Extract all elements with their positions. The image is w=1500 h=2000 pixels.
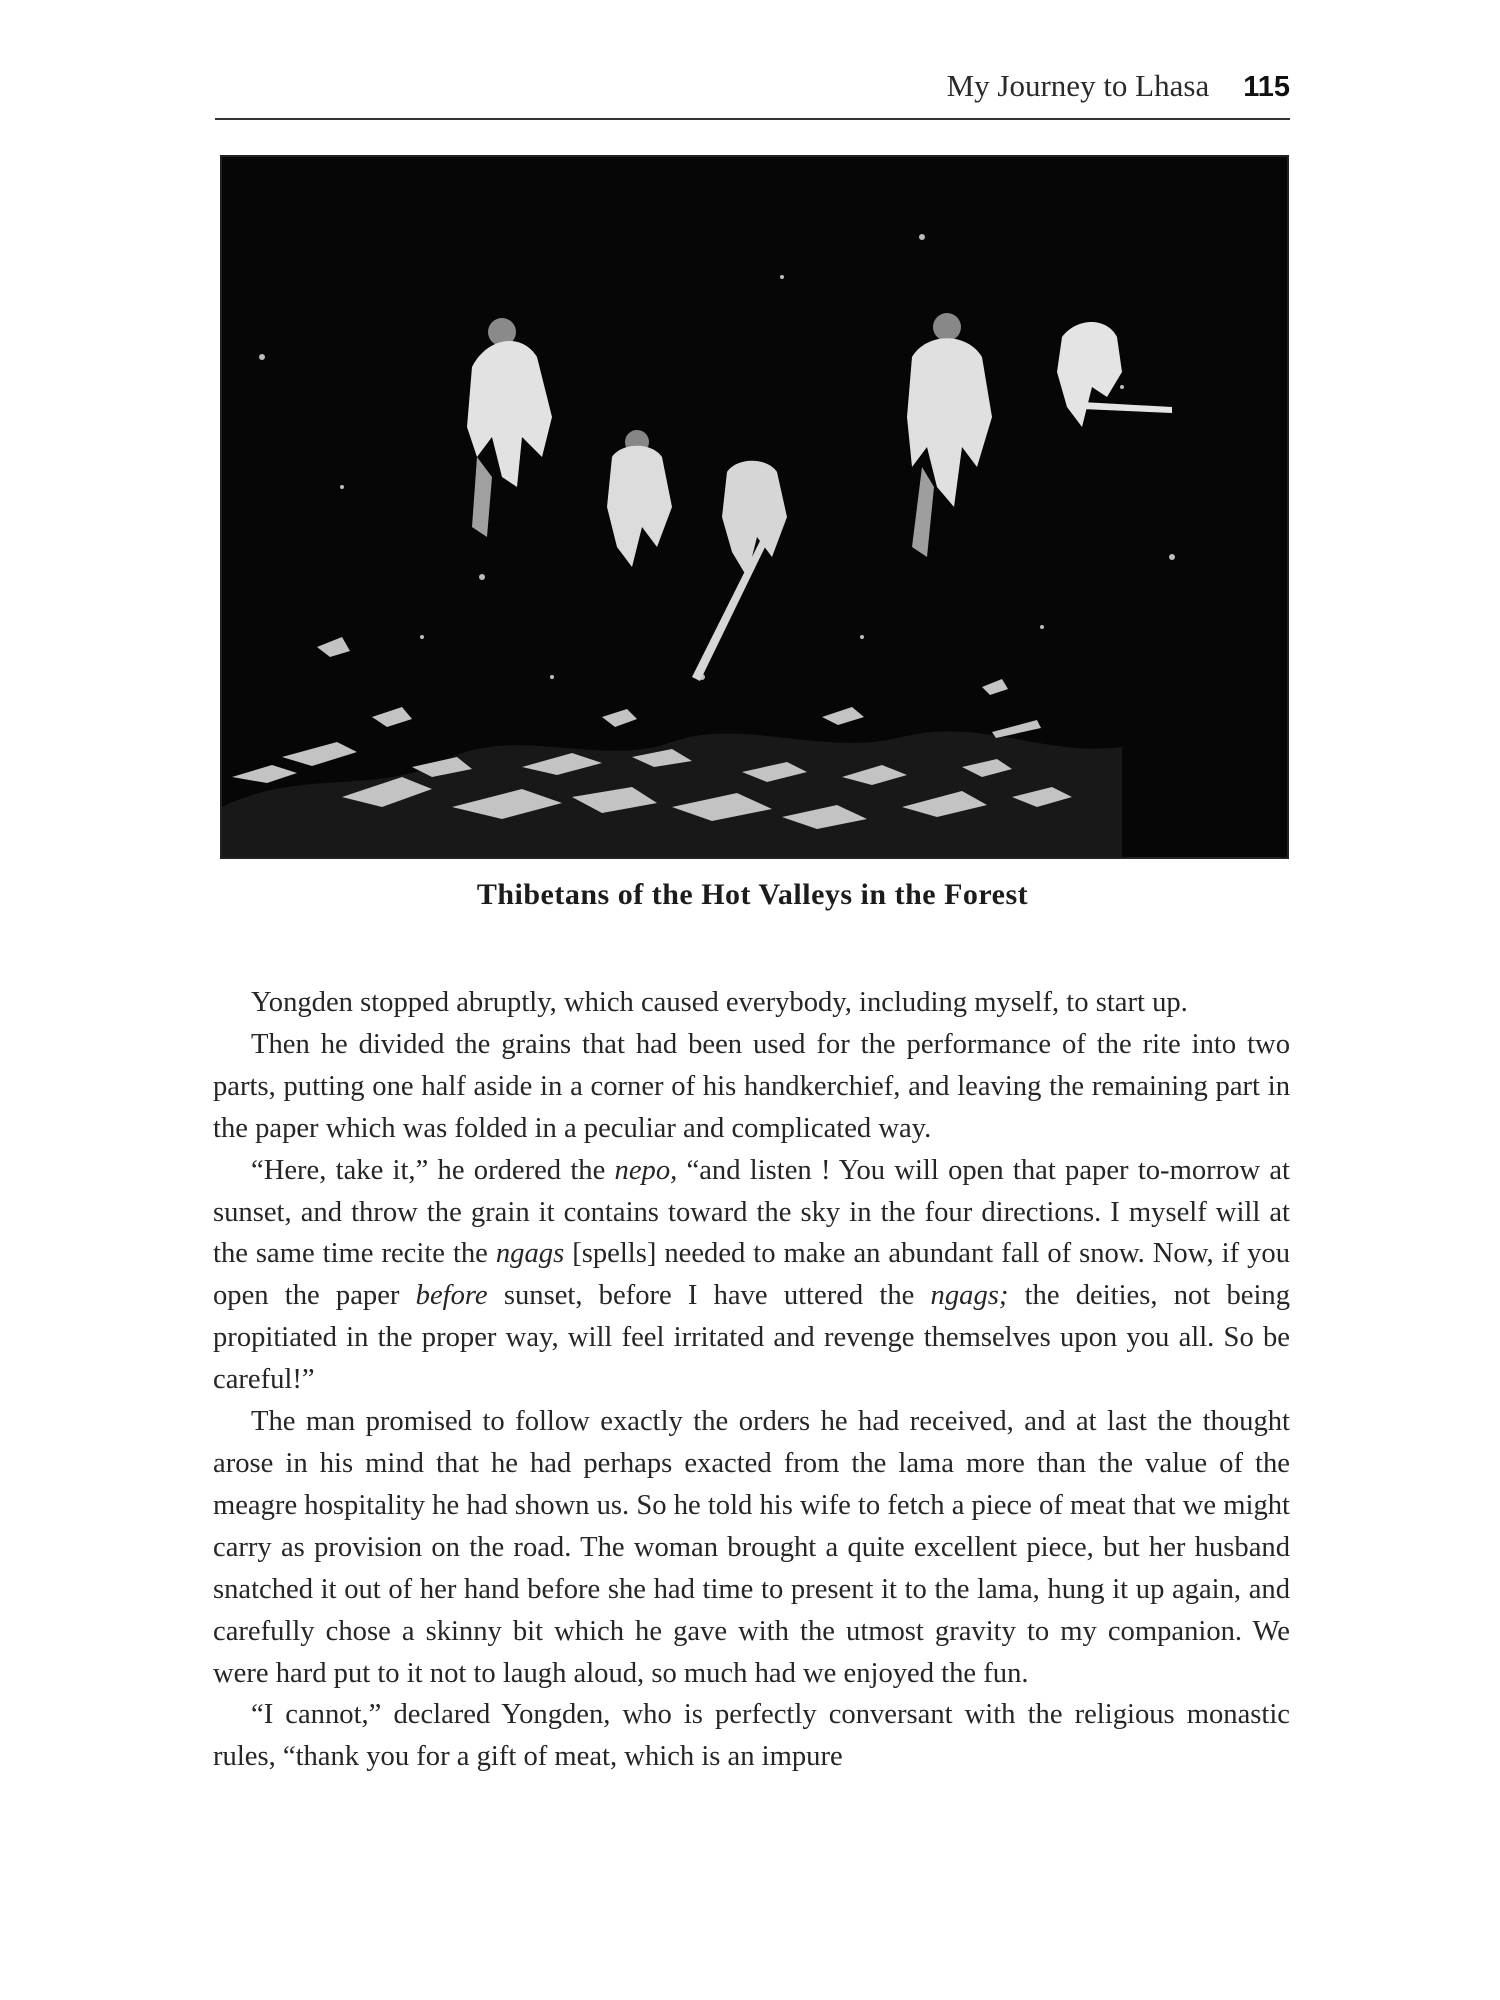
forest-photograph <box>220 155 1289 859</box>
italic-nepo: nepo, <box>614 1154 678 1186</box>
running-title: My Journey to Lhasa <box>946 68 1210 103</box>
paragraph-3-text-4: sunset, before I have uttered the <box>487 1280 931 1312</box>
paragraph-4: The man promised to follow exactly the orders he had received, and at last the thought arose in his mind that he had perhaps exacted from the lama more than the value of the meagre hospitality he had shown us. So he told his wife to fetch a piece of meat that we might carry as provision on the road. The woman brought a quite excellent piece, but her husband snatched it out of her hand before she had time to present it to the lama, hung it up again, and carefully chose a skinny bit which he gave with the utmost gravity to my companion. We were hard put to it not to laugh aloud, so much had we enjoyed the fun. <box>213 1406 1290 1689</box>
body-text <box>213 982 1290 1778</box>
paragraph-3 <box>213 1150 1290 1401</box>
paragraph-2: Then he divided the grains that had been used for the performance of the rite into two parts, putting one half aside in a corner of his handkerchief, and leaving the remaining part in the paper which was folded in a peculiar and complicated way. <box>213 1028 1290 1144</box>
paragraph-3-text-2: “and listen ! You will open that paper to-morrow at sunset, and throw the grain it contains toward the sky in the four directions. I myself will at the same time recite the <box>213 1154 1291 1270</box>
running-header <box>215 68 1290 120</box>
italic-before: before <box>415 1280 488 1312</box>
figure-caption: Thibetans of the Hot Valleys in the Forest <box>476 878 1029 911</box>
page-number: 115 <box>1243 71 1290 103</box>
italic-ngags: ngags <box>495 1238 565 1270</box>
paragraph-3-text-3: [spells] needed to make an abundant fall of snow. Now, if you open the paper <box>213 1238 1290 1312</box>
paragraph-3-text-1: “Here, take it,” he ordered the <box>251 1154 615 1186</box>
italic-ngags-2: ngags; <box>930 1280 1009 1312</box>
paragraph-5: “I cannot,” declared Yongden, who is perfectly conversant with the religious monastic rules, “thank you for a gift of meat, which is an impure <box>213 1699 1290 1773</box>
paragraph-3-text-5: the deities, not being propitiated in the proper way, will feel irritated and revenge themselves upon you all. So be careful!” <box>213 1280 1290 1396</box>
paragraph-1: Yongden stopped abruptly, which caused everybody, including myself, to start up. <box>251 987 1188 1018</box>
photo-illustration <box>222 157 1287 857</box>
